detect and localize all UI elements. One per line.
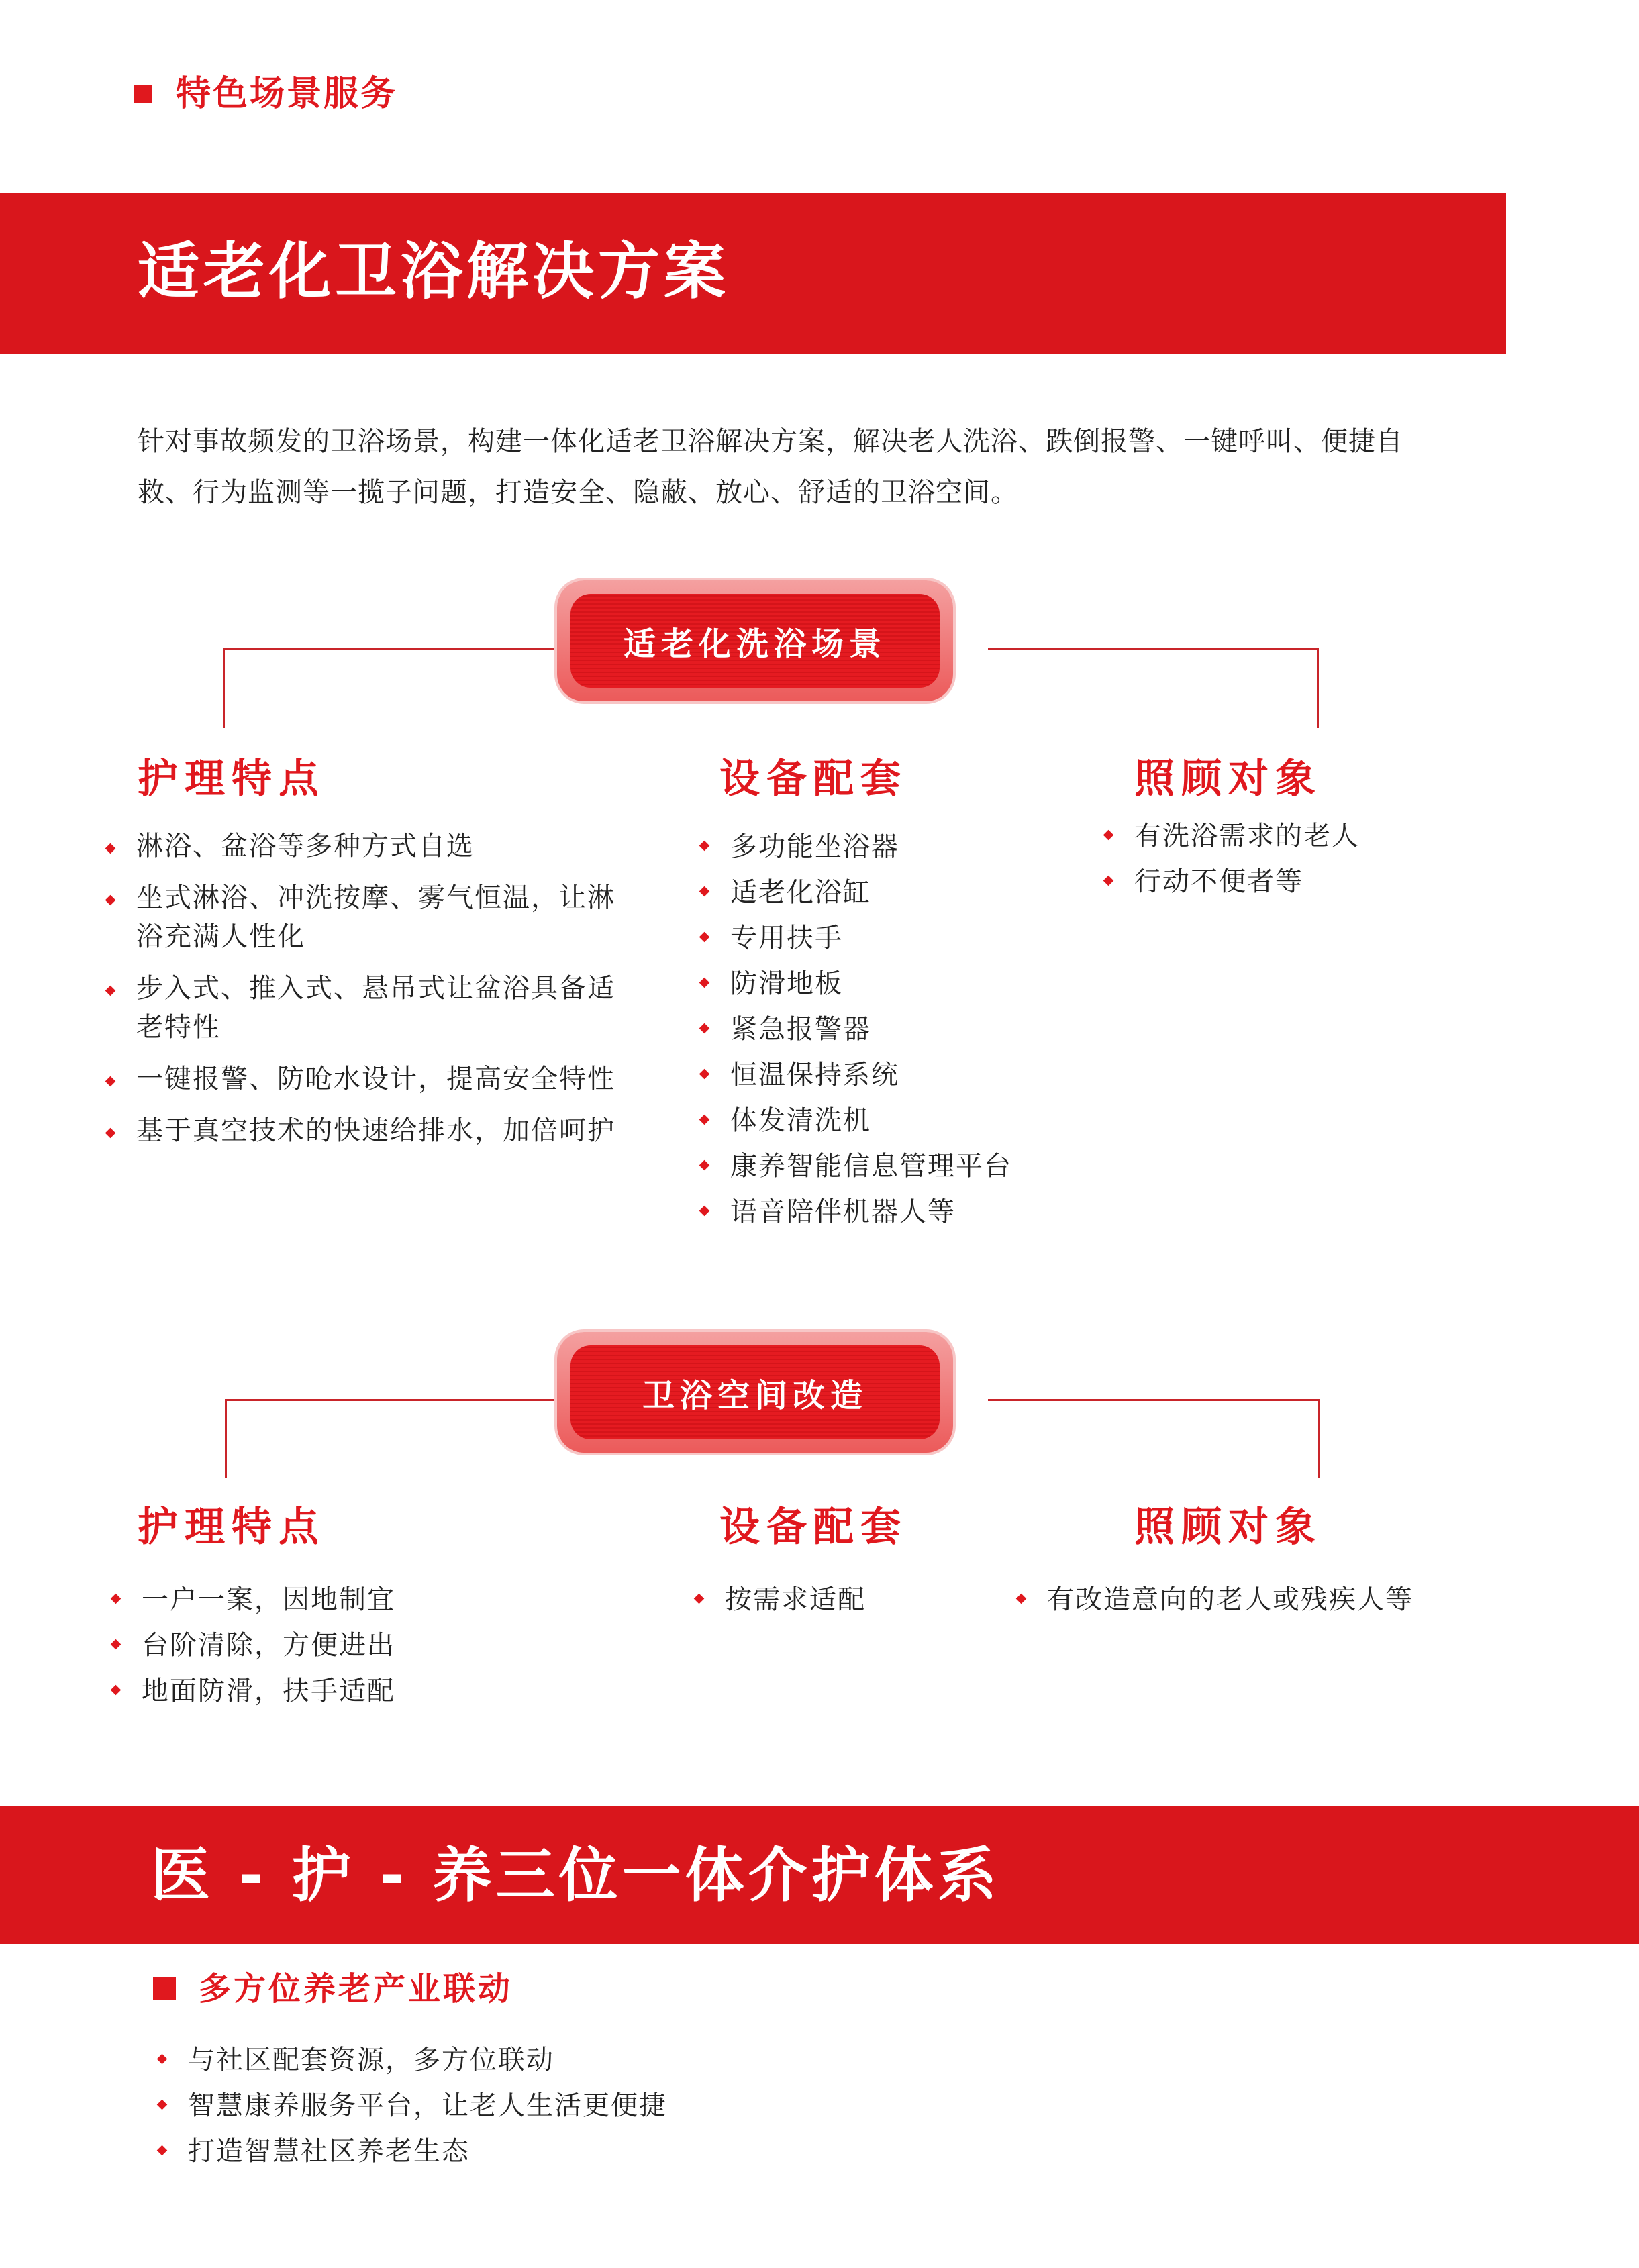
list-item: 康养智能信息管理平台 bbox=[698, 1143, 1114, 1189]
list-item: 台阶清除，方便进出 bbox=[109, 1622, 579, 1668]
list-item: 紧急报警器 bbox=[698, 1007, 1114, 1052]
list-item: 一户一案，因地制宜 bbox=[109, 1577, 579, 1622]
scene-title: 适老化洗浴场景 bbox=[570, 594, 940, 688]
care-list bbox=[109, 1577, 579, 1714]
list-item: 多功能坐浴器 bbox=[698, 824, 1114, 870]
care-heading: 护理特点 bbox=[138, 756, 326, 803]
list-item: 按需求适配 bbox=[693, 1577, 1095, 1622]
scene-pill-bathing bbox=[557, 580, 953, 701]
equipment-heading: 设备配套 bbox=[719, 1504, 907, 1551]
connector-right-drop bbox=[1318, 1399, 1320, 1478]
list-item: 步入式、推入式、悬吊式让盆浴具备适老特性 bbox=[104, 969, 628, 1047]
target-list bbox=[1102, 813, 1505, 905]
list-item: 行动不便者等 bbox=[1102, 859, 1505, 905]
connector-left bbox=[223, 648, 557, 650]
linkage-heading: 多方位养老产业联动 bbox=[153, 1967, 513, 2010]
list-item: 一键报警、防呛水设计，提高安全特性 bbox=[104, 1060, 628, 1098]
list-item: 体发清洗机 bbox=[698, 1098, 1114, 1143]
linkage-list bbox=[156, 2037, 1095, 2174]
connector-right-drop bbox=[1317, 648, 1319, 728]
connector-left-drop bbox=[223, 648, 225, 728]
list-item: 基于真空技术的快速给排水，加倍呵护 bbox=[104, 1111, 628, 1150]
list-item: 打造智慧社区养老生态 bbox=[156, 2128, 1095, 2174]
equipment-heading: 设备配套 bbox=[719, 756, 907, 803]
equipment-list bbox=[698, 824, 1114, 1235]
target-heading: 照顾对象 bbox=[1134, 1504, 1322, 1551]
list-item: 与社区配套资源，多方位联动 bbox=[156, 2037, 1095, 2083]
scene-pill-renovation bbox=[557, 1332, 953, 1453]
list-item: 淋浴、盆浴等多种方式自选 bbox=[104, 827, 628, 866]
scene-title: 卫浴空间改造 bbox=[570, 1345, 940, 1439]
list-item: 智慧康养服务平台，让老人生活更便捷 bbox=[156, 2083, 1095, 2128]
list-item: 地面防滑，扶手适配 bbox=[109, 1668, 579, 1714]
list-item: 适老化浴缸 bbox=[698, 870, 1114, 915]
care-list bbox=[104, 827, 628, 1163]
list-item: 有洗浴需求的老人 bbox=[1102, 813, 1505, 859]
red-square-icon bbox=[134, 85, 152, 103]
system-banner-title: 医 - 护 - 养三位一体介护体系 bbox=[151, 1841, 1001, 1910]
connector-right bbox=[988, 1399, 1320, 1401]
connector-left bbox=[225, 1399, 557, 1401]
section-label: 特色场景服务 bbox=[134, 72, 397, 115]
list-item: 恒温保持系统 bbox=[698, 1052, 1114, 1098]
care-heading: 护理特点 bbox=[138, 1504, 326, 1551]
list-item: 防滑地板 bbox=[698, 961, 1114, 1007]
target-list bbox=[1015, 1577, 1525, 1622]
list-item: 坐式淋浴、冲洗按摩、雾气恒温，让淋浴充满人性化 bbox=[104, 878, 628, 956]
connector-left-drop bbox=[225, 1399, 227, 1478]
list-item: 有改造意向的老人或残疾人等 bbox=[1015, 1577, 1525, 1622]
target-heading: 照顾对象 bbox=[1134, 756, 1322, 803]
list-item: 专用扶手 bbox=[698, 915, 1114, 961]
list-item: 语音陪伴机器人等 bbox=[698, 1189, 1114, 1235]
red-square-icon bbox=[153, 1977, 176, 2000]
connector-right bbox=[988, 648, 1319, 650]
banner-title: 适老化卫浴解决方案 bbox=[138, 236, 730, 307]
intro-paragraph: 针对事故频发的卫浴场景，构建一体化适老卫浴解决方案，解决老人洗浴、跌倒报警、一键呼叫、便捷自救、行为监测等一揽子问题，打造安全、隐蔽、放心、舒适的卫浴空间。 bbox=[138, 426, 1403, 508]
